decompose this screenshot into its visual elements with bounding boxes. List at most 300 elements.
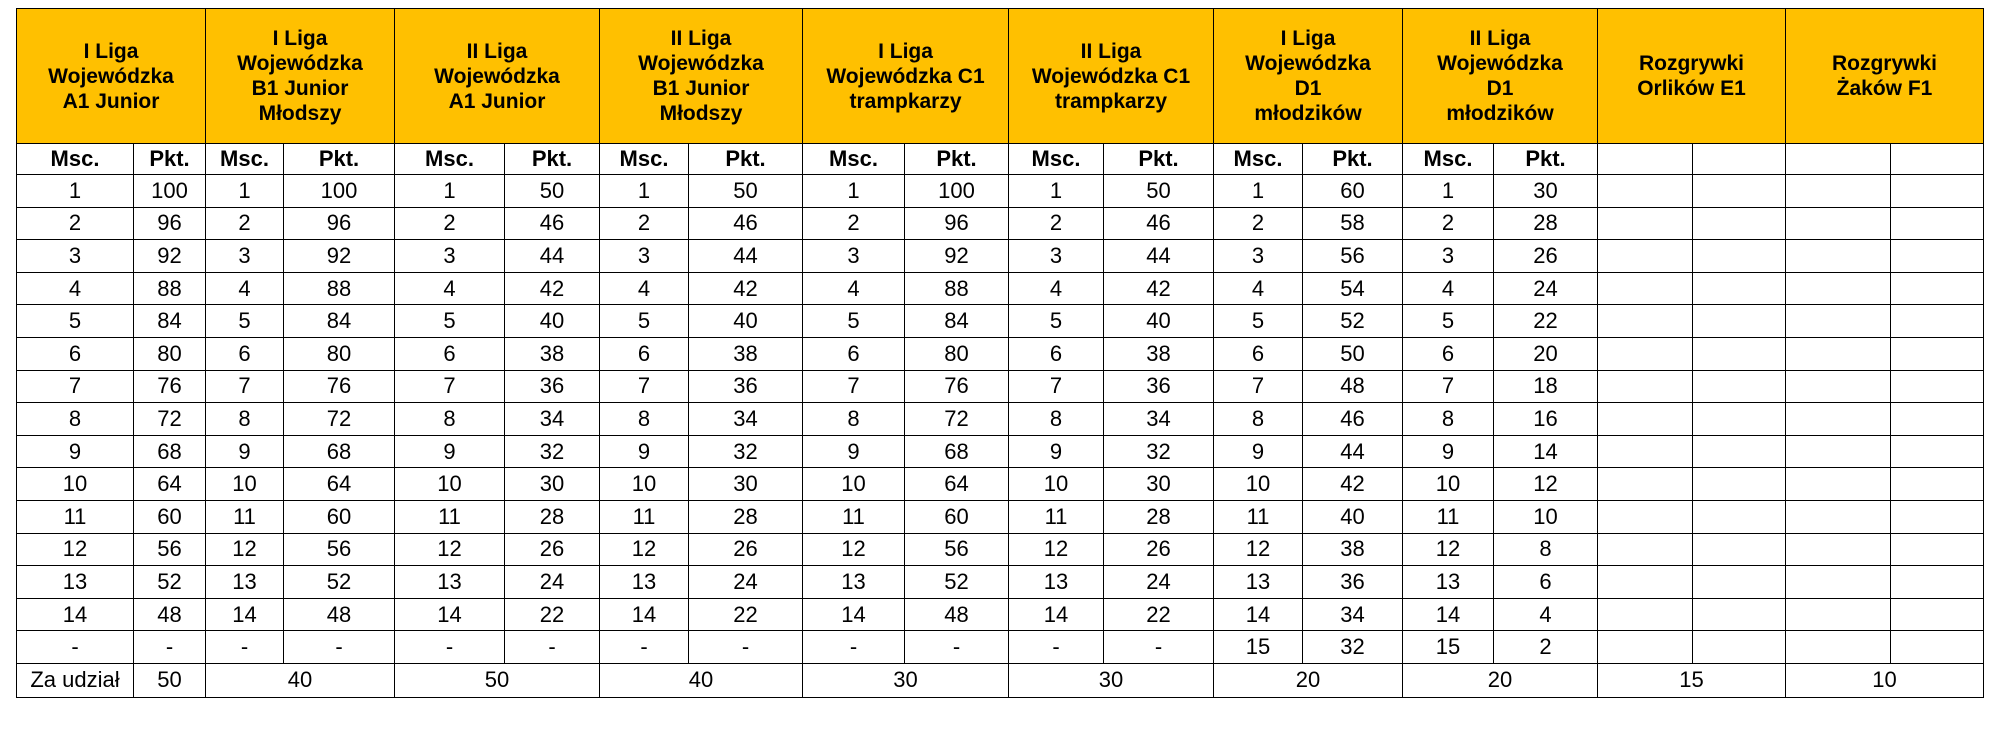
place-cell: [1598, 631, 1693, 664]
points-cell: [1891, 468, 1984, 501]
place-cell: 11: [600, 500, 689, 533]
points-column-header: Pkt.: [1494, 144, 1598, 175]
place-cell: 9: [1009, 435, 1104, 468]
league-header-line: B1 Junior: [652, 77, 750, 100]
place-cell: 6: [395, 337, 505, 370]
points-cell: [1891, 403, 1984, 436]
points-cell: [1693, 598, 1786, 631]
place-cell: 1: [1214, 175, 1303, 208]
place-cell: 12: [17, 533, 134, 566]
points-cell: 24: [1104, 566, 1214, 599]
place-cell: 7: [17, 370, 134, 403]
place-cell: 14: [1214, 598, 1303, 631]
points-cell: 56: [284, 533, 395, 566]
points-cell: 72: [134, 403, 206, 436]
place-cell: 8: [803, 403, 905, 436]
table-row: [17, 533, 1984, 566]
place-cell: 11: [803, 500, 905, 533]
league-header-line: Wojewódzka: [1245, 52, 1371, 75]
place-cell: 5: [395, 305, 505, 338]
league-header-10: [1786, 9, 1984, 144]
place-cell: 10: [17, 468, 134, 501]
points-cell: 60: [134, 500, 206, 533]
points-cell: [1693, 533, 1786, 566]
participation-points-cell: 40: [206, 663, 395, 697]
points-cell: 48: [905, 598, 1009, 631]
participation-points-cell: 30: [1009, 663, 1214, 697]
points-cell: 80: [134, 337, 206, 370]
league-header-2: [206, 9, 395, 144]
points-cell: 10: [1494, 500, 1598, 533]
points-cell: 32: [1104, 435, 1214, 468]
points-cell: 42: [689, 272, 803, 305]
points-cell: [1891, 240, 1984, 273]
place-cell: 12: [803, 533, 905, 566]
place-cell: 10: [803, 468, 905, 501]
points-cell: [1891, 305, 1984, 338]
points-cell: 48: [1303, 370, 1403, 403]
league-header-8: [1403, 9, 1598, 144]
place-cell: [1786, 240, 1891, 273]
table-row: [17, 631, 1984, 664]
place-cell: 14: [1403, 598, 1494, 631]
league-header-line: A1 Junior: [448, 89, 546, 113]
place-cell: [1786, 533, 1891, 566]
points-cell: 26: [1104, 533, 1214, 566]
points-cell: [1693, 500, 1786, 533]
league-header-line: D1: [1486, 77, 1514, 100]
points-cell: 36: [689, 370, 803, 403]
league-header-line: I Liga: [878, 39, 933, 63]
place-cell: [1786, 403, 1891, 436]
place-cell: 4: [206, 272, 284, 305]
points-cell: 44: [689, 240, 803, 273]
points-cell: 30: [1104, 468, 1214, 501]
points-cell: 30: [1494, 175, 1598, 208]
place-cell: 9: [600, 435, 689, 468]
points-column-header: Pkt.: [134, 144, 206, 175]
points-column-header: Pkt.: [284, 144, 395, 175]
place-cell: 12: [1009, 533, 1104, 566]
place-cell: 12: [600, 533, 689, 566]
place-cell: [1598, 533, 1693, 566]
place-column-header: Msc.: [206, 144, 284, 175]
league-header-9: [1598, 9, 1786, 144]
points-cell: 92: [284, 240, 395, 273]
place-cell: [1598, 305, 1693, 338]
points-cell: [1891, 598, 1984, 631]
points-cell: 68: [134, 435, 206, 468]
place-cell: 13: [395, 566, 505, 599]
place-cell: [1598, 240, 1693, 273]
points-cell: 40: [1303, 500, 1403, 533]
points-cell: 26: [1494, 240, 1598, 273]
points-cell: 50: [505, 175, 600, 208]
place-cell: [1786, 175, 1891, 208]
points-table-container: [16, 8, 1984, 698]
league-header-row: [17, 9, 1984, 144]
place-cell: 3: [803, 240, 905, 273]
points-cell: 60: [1303, 175, 1403, 208]
points-cell: 2: [1494, 631, 1598, 664]
league-header-line: I Liga: [272, 27, 328, 50]
league-header-line: Wojewódzka C1: [1031, 64, 1191, 88]
points-cell: [1693, 468, 1786, 501]
points-cell: 100: [905, 175, 1009, 208]
points-cell: 92: [905, 240, 1009, 273]
table-row: [17, 272, 1984, 305]
participation-points-cell: 40: [600, 663, 803, 697]
league-header-line: Rozgrywki: [1831, 52, 1938, 75]
footer-row: [17, 663, 1984, 697]
points-cell: 22: [1104, 598, 1214, 631]
points-cell: 26: [689, 533, 803, 566]
place-cell: 5: [600, 305, 689, 338]
points-cell: 72: [905, 403, 1009, 436]
league-header-line: Rozgrywki: [1638, 52, 1745, 75]
league-header-line: A1 Junior: [62, 89, 160, 113]
points-cell: 20: [1494, 337, 1598, 370]
table-row: [17, 598, 1984, 631]
place-cell: [1598, 272, 1693, 305]
place-cell: 8: [395, 403, 505, 436]
place-cell: 13: [206, 566, 284, 599]
place-cell: 4: [395, 272, 505, 305]
points-cell: [1891, 272, 1984, 305]
league-header-line: młodzików: [1254, 102, 1362, 125]
points-cell: 22: [505, 598, 600, 631]
points-cell: 54: [1303, 272, 1403, 305]
points-cell: 84: [905, 305, 1009, 338]
place-cell: [1786, 566, 1891, 599]
place-cell: 5: [1009, 305, 1104, 338]
league-header-3: [395, 9, 600, 144]
points-cell: 34: [1104, 403, 1214, 436]
place-cell: 11: [395, 500, 505, 533]
place-cell: 7: [803, 370, 905, 403]
participation-points-cell: 20: [1214, 663, 1403, 697]
points-cell: [1891, 533, 1984, 566]
points-cell: 44: [1303, 435, 1403, 468]
place-column-header: Msc.: [803, 144, 905, 175]
place-column-header: Msc.: [1009, 144, 1104, 175]
participation-points-cell: 10: [1786, 663, 1984, 697]
league-header-5: [803, 9, 1009, 144]
place-cell: 10: [206, 468, 284, 501]
league-header-line: Żaków F1: [1836, 77, 1933, 100]
points-cell: 52: [284, 566, 395, 599]
place-cell: [1598, 566, 1693, 599]
points-cell: [1693, 337, 1786, 370]
points-cell: 36: [1303, 566, 1403, 599]
points-cell: 84: [284, 305, 395, 338]
place-cell: 10: [1009, 468, 1104, 501]
place-cell: [1598, 403, 1693, 436]
league-header-line: Młodszy: [258, 102, 342, 125]
league-header-line: II Liga: [1080, 39, 1142, 63]
league-header-line: trampkarzy: [1054, 89, 1168, 113]
points-cell: 72: [284, 403, 395, 436]
league-header-1: [17, 9, 206, 144]
place-cell: 10: [600, 468, 689, 501]
points-cell: 32: [1303, 631, 1403, 664]
place-cell: 9: [1214, 435, 1303, 468]
place-cell: 12: [1214, 533, 1303, 566]
points-cell: -: [905, 631, 1009, 664]
place-cell: 7: [1009, 370, 1104, 403]
points-column-header: [1693, 144, 1786, 175]
place-cell: 3: [1403, 240, 1494, 273]
points-cell: 64: [284, 468, 395, 501]
place-cell: -: [17, 631, 134, 664]
place-cell: 10: [395, 468, 505, 501]
points-cell: 100: [284, 175, 395, 208]
points-cell: [1891, 435, 1984, 468]
place-cell: [1786, 631, 1891, 664]
points-cell: 12: [1494, 468, 1598, 501]
points-cell: 28: [689, 500, 803, 533]
points-column-header: [1891, 144, 1984, 175]
table-row: [17, 403, 1984, 436]
league-header-line: D1: [1294, 77, 1322, 100]
league-header-line: II Liga: [466, 39, 528, 63]
place-cell: 2: [17, 207, 134, 240]
points-cell: 88: [284, 272, 395, 305]
points-cell: [1693, 240, 1786, 273]
place-cell: 1: [600, 175, 689, 208]
points-cell: 22: [1494, 305, 1598, 338]
points-cell: 34: [689, 403, 803, 436]
points-cell: 96: [284, 207, 395, 240]
points-cell: 46: [1303, 403, 1403, 436]
place-cell: 2: [600, 207, 689, 240]
points-cell: 96: [905, 207, 1009, 240]
points-cell: 48: [284, 598, 395, 631]
place-cell: [1786, 598, 1891, 631]
place-cell: 7: [1403, 370, 1494, 403]
points-cell: 56: [1303, 240, 1403, 273]
participation-points-cell: 50: [395, 663, 600, 697]
points-cell: 56: [134, 533, 206, 566]
participation-points-cell: 20: [1403, 663, 1598, 697]
place-cell: 14: [206, 598, 284, 631]
place-cell: 13: [600, 566, 689, 599]
points-cell: 84: [134, 305, 206, 338]
points-cell: [1693, 207, 1786, 240]
place-cell: 14: [395, 598, 505, 631]
points-cell: 76: [905, 370, 1009, 403]
points-cell: 30: [689, 468, 803, 501]
points-cell: 44: [505, 240, 600, 273]
place-cell: 8: [600, 403, 689, 436]
table-row: [17, 500, 1984, 533]
points-cell: [1891, 207, 1984, 240]
place-cell: 5: [1214, 305, 1303, 338]
points-cell: 76: [284, 370, 395, 403]
place-cell: [1598, 500, 1693, 533]
place-cell: 4: [17, 272, 134, 305]
place-cell: [1598, 598, 1693, 631]
place-cell: 15: [1214, 631, 1303, 664]
place-cell: [1598, 207, 1693, 240]
points-cell: [1693, 403, 1786, 436]
place-cell: 13: [17, 566, 134, 599]
table-row: [17, 337, 1984, 370]
place-cell: 8: [206, 403, 284, 436]
place-cell: 2: [1009, 207, 1104, 240]
points-cell: 18: [1494, 370, 1598, 403]
points-cell: 38: [689, 337, 803, 370]
place-cell: [1598, 337, 1693, 370]
points-cell: 52: [1303, 305, 1403, 338]
place-cell: 2: [1214, 207, 1303, 240]
place-cell: 4: [803, 272, 905, 305]
place-cell: -: [395, 631, 505, 664]
league-header-line: Wojewódzka: [1437, 52, 1563, 75]
points-cell: 46: [505, 207, 600, 240]
points-cell: 14: [1494, 435, 1598, 468]
place-cell: -: [600, 631, 689, 664]
league-header-line: Wojewódzka: [48, 64, 174, 88]
points-cell: 80: [905, 337, 1009, 370]
place-cell: 6: [1214, 337, 1303, 370]
points-cell: [1693, 566, 1786, 599]
points-cell: -: [284, 631, 395, 664]
place-cell: -: [803, 631, 905, 664]
points-cell: 32: [689, 435, 803, 468]
league-header-line: młodzików: [1446, 102, 1554, 125]
points-cell: 40: [505, 305, 600, 338]
table-row: [17, 566, 1984, 599]
place-cell: 9: [206, 435, 284, 468]
place-cell: [1786, 500, 1891, 533]
table-row: [17, 435, 1984, 468]
place-column-header: Msc.: [395, 144, 505, 175]
points-cell: 88: [134, 272, 206, 305]
points-column-header: Pkt.: [1104, 144, 1214, 175]
points-cell: [1693, 305, 1786, 338]
points-cell: [1891, 370, 1984, 403]
points-cell: 92: [134, 240, 206, 273]
points-cell: 44: [1104, 240, 1214, 273]
place-cell: 14: [17, 598, 134, 631]
points-cell: 24: [505, 566, 600, 599]
place-cell: 11: [1009, 500, 1104, 533]
points-cell: 28: [1494, 207, 1598, 240]
points-cell: 64: [905, 468, 1009, 501]
place-cell: 6: [803, 337, 905, 370]
points-cell: 48: [134, 598, 206, 631]
place-cell: 13: [1009, 566, 1104, 599]
place-cell: 12: [395, 533, 505, 566]
place-cell: 9: [1403, 435, 1494, 468]
points-cell: 16: [1494, 403, 1598, 436]
points-cell: 100: [134, 175, 206, 208]
place-cell: 3: [600, 240, 689, 273]
points-cell: 24: [689, 566, 803, 599]
place-cell: 11: [1214, 500, 1303, 533]
place-cell: [1786, 272, 1891, 305]
place-cell: 7: [395, 370, 505, 403]
points-cell: 4: [1494, 598, 1598, 631]
place-cell: -: [206, 631, 284, 664]
place-cell: 3: [1009, 240, 1104, 273]
place-cell: 6: [206, 337, 284, 370]
league-header-line: Wojewódzka: [434, 64, 560, 88]
points-cell: [1891, 175, 1984, 208]
points-cell: 36: [505, 370, 600, 403]
points-cell: 60: [284, 500, 395, 533]
place-cell: 7: [1214, 370, 1303, 403]
points-cell: 50: [1104, 175, 1214, 208]
league-header-line: Wojewódzka: [237, 52, 363, 75]
points-cell: -: [134, 631, 206, 664]
points-cell: 56: [905, 533, 1009, 566]
place-cell: 14: [803, 598, 905, 631]
place-cell: 8: [1403, 403, 1494, 436]
league-header-6: [1009, 9, 1214, 144]
points-cell: 34: [505, 403, 600, 436]
points-cell: [1891, 566, 1984, 599]
place-column-header: [1598, 144, 1693, 175]
place-cell: 11: [1403, 500, 1494, 533]
participation-points-cell: 15: [1598, 663, 1786, 697]
place-cell: [1786, 337, 1891, 370]
points-cell: 68: [905, 435, 1009, 468]
place-cell: 1: [206, 175, 284, 208]
place-cell: 9: [803, 435, 905, 468]
league-header-line: Orlików E1: [1637, 77, 1746, 100]
table-row: [17, 240, 1984, 273]
points-cell: 22: [689, 598, 803, 631]
place-cell: 4: [1214, 272, 1303, 305]
points-cell: [1693, 370, 1786, 403]
place-column-header: Msc.: [600, 144, 689, 175]
points-cell: 58: [1303, 207, 1403, 240]
place-cell: 8: [1009, 403, 1104, 436]
points-cell: 40: [689, 305, 803, 338]
points-cell: -: [505, 631, 600, 664]
place-cell: 11: [206, 500, 284, 533]
place-cell: 4: [1403, 272, 1494, 305]
points-cell: 28: [505, 500, 600, 533]
place-cell: 3: [17, 240, 134, 273]
league-header-line: B1 Junior: [251, 77, 349, 100]
place-cell: 3: [1214, 240, 1303, 273]
place-cell: [1786, 435, 1891, 468]
place-cell: 2: [206, 207, 284, 240]
points-cell: 40: [1104, 305, 1214, 338]
points-cell: 8: [1494, 533, 1598, 566]
league-header-line: II Liga: [670, 27, 732, 50]
place-cell: 9: [395, 435, 505, 468]
place-column-header: Msc.: [1214, 144, 1303, 175]
place-cell: [1598, 370, 1693, 403]
league-header-line: I Liga: [83, 39, 139, 63]
points-cell: 42: [1303, 468, 1403, 501]
points-cell: 42: [505, 272, 600, 305]
place-cell: [1786, 370, 1891, 403]
place-cell: 8: [1214, 403, 1303, 436]
league-header-line: I Liga: [1280, 27, 1336, 50]
table-row: [17, 370, 1984, 403]
points-cell: 50: [1303, 337, 1403, 370]
place-cell: [1598, 468, 1693, 501]
place-cell: -: [1009, 631, 1104, 664]
place-cell: 6: [17, 337, 134, 370]
points-cell: 76: [134, 370, 206, 403]
league-header-line: Wojewódzka C1: [826, 64, 985, 88]
